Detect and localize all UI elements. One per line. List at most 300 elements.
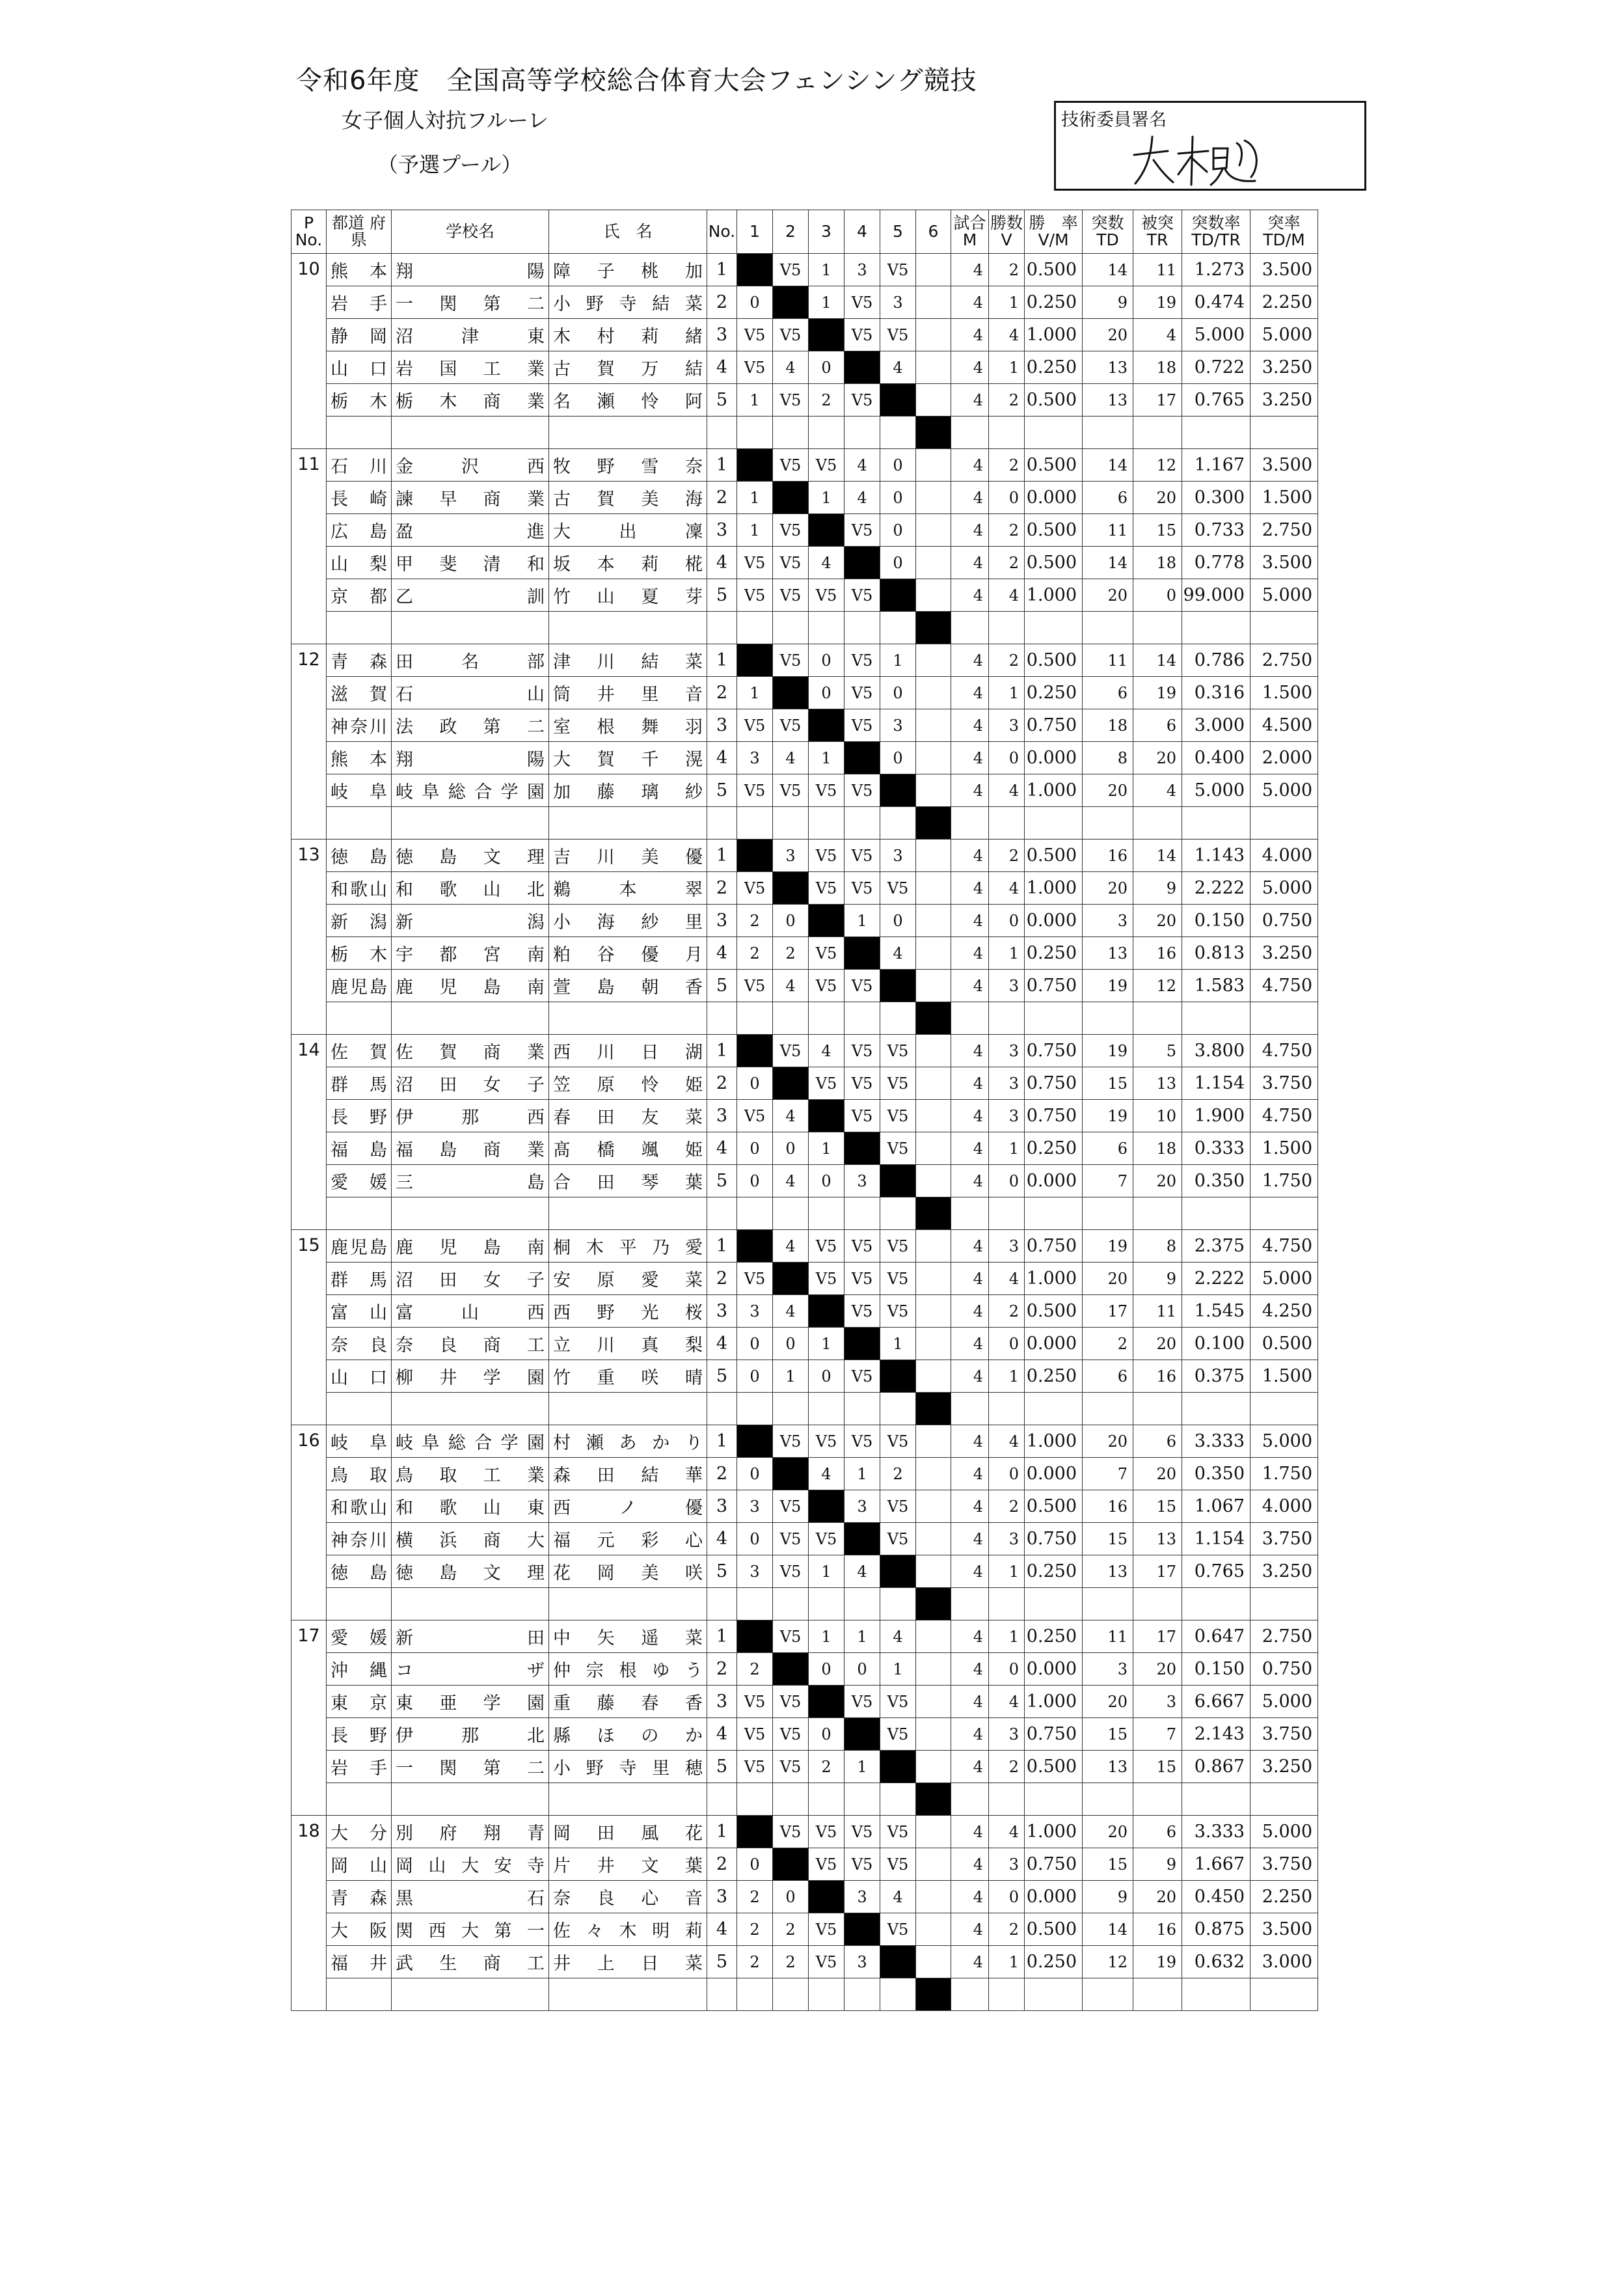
bout-result: [916, 1848, 951, 1881]
bout-result: V5: [880, 1230, 916, 1263]
fencer-row: [291, 1913, 1318, 1946]
wins-count: 4: [989, 1816, 1025, 1848]
bout-result: V5: [737, 872, 773, 905]
fencer-name: 鵜本翠: [549, 872, 707, 905]
self-bout-cell: [809, 319, 845, 351]
fencer-name: 竹山夏芽: [549, 579, 707, 612]
empty-cell: [707, 1783, 737, 1816]
matches-count: 4: [951, 677, 989, 709]
win-rate: 0.000: [1025, 1328, 1083, 1360]
bout-result: V5: [880, 1035, 916, 1067]
self-bout-cell: [809, 514, 845, 547]
bout-result: 1: [880, 1328, 916, 1360]
fencer-row: [291, 677, 1318, 709]
empty-cell: [845, 612, 880, 644]
wins-count: 4: [989, 579, 1025, 612]
bout-result: V5: [737, 1263, 773, 1295]
empty-cell: [1182, 1197, 1250, 1230]
fencer-number: 4: [707, 742, 737, 774]
prefecture: 石川: [327, 449, 392, 482]
empty-cell: [773, 612, 809, 644]
wins-count: 3: [989, 970, 1025, 1002]
empty-cell: [392, 1978, 549, 2011]
pool-separator-row: [291, 1978, 1318, 2011]
bout-result: 4: [773, 1230, 809, 1263]
bout-result: 3: [880, 286, 916, 319]
prefecture: 岩手: [327, 286, 392, 319]
school-name: 金沢西: [392, 449, 549, 482]
bout-result: 4: [773, 970, 809, 1002]
fencer-number: 3: [707, 1490, 737, 1523]
touch-ratio: 0.765: [1182, 384, 1250, 417]
bout-result: [916, 774, 951, 807]
school-name: 関西大第一: [392, 1913, 549, 1946]
self-bout-cell: [773, 677, 809, 709]
empty-cell: [392, 417, 549, 449]
touches-per-match: 5.000: [1250, 1686, 1318, 1718]
bout-result: V5: [880, 1490, 916, 1523]
empty-cell: [1250, 1783, 1318, 1816]
bout-result: 0: [809, 644, 845, 677]
empty-cell: [1182, 1393, 1250, 1425]
school-name: 柳井学園: [392, 1360, 549, 1393]
fencer-row: [291, 514, 1318, 547]
school-name: 盈進: [392, 514, 549, 547]
empty-cell: [549, 1588, 707, 1620]
matches-count: 4: [951, 1653, 989, 1686]
empty-cell: [989, 1197, 1025, 1230]
bout-result: 1: [845, 1458, 880, 1490]
matches-count: 4: [951, 1425, 989, 1458]
bout-result: [916, 1360, 951, 1393]
bout-result: V5: [880, 319, 916, 351]
prefecture: 沖縄: [327, 1653, 392, 1686]
self-bout-cell: [773, 1458, 809, 1490]
prefecture: 和歌山: [327, 872, 392, 905]
self-bout-cell: [737, 840, 773, 872]
win-rate: 0.750: [1025, 1718, 1083, 1751]
empty-cell: [549, 1002, 707, 1035]
bout-result: V5: [880, 1523, 916, 1555]
school-name: 岐阜総合学園: [392, 1425, 549, 1458]
matches-count: 4: [951, 1718, 989, 1751]
matches-count: 4: [951, 872, 989, 905]
bout-result: V5: [737, 1686, 773, 1718]
empty-cell: [809, 807, 845, 840]
touches-per-match: 0.750: [1250, 1653, 1318, 1686]
empty-cell: [1083, 1197, 1133, 1230]
wins-count: 2: [989, 644, 1025, 677]
empty-cell: [327, 1588, 392, 1620]
touch-ratio: 1.900: [1182, 1100, 1250, 1132]
touch-ratio: 99.000: [1182, 579, 1250, 612]
bout-result: V5: [773, 1425, 809, 1458]
fencer-row: [291, 1620, 1318, 1653]
col-no: No.: [707, 210, 737, 254]
bout-result: 0: [737, 1458, 773, 1490]
wins-count: 3: [989, 1067, 1025, 1100]
empty-cell: [707, 1002, 737, 1035]
empty-cell: [880, 1588, 916, 1620]
touches-per-match: 2.750: [1250, 514, 1318, 547]
bout-result: 4: [773, 351, 809, 384]
bout-result: V5: [773, 384, 809, 417]
fencer-number: 2: [707, 1848, 737, 1881]
bout-result: V5: [809, 937, 845, 970]
fencer-number: 5: [707, 1555, 737, 1588]
bout-result: V5: [809, 449, 845, 482]
self-bout-cell: [809, 1100, 845, 1132]
bout-result: 3: [845, 1165, 880, 1197]
school-name: 沼田女子: [392, 1067, 549, 1100]
fencer-name: 井上日菜: [549, 1946, 707, 1978]
empty-cell: [737, 1783, 773, 1816]
bout-result: V5: [880, 1718, 916, 1751]
touches-per-match: 5.000: [1250, 1263, 1318, 1295]
fencer-number: 4: [707, 1523, 737, 1555]
bout-result: V5: [845, 1100, 880, 1132]
touches-given: 13: [1083, 937, 1133, 970]
win-rate: 0.250: [1025, 677, 1083, 709]
bout-result: V5: [845, 579, 880, 612]
prefecture: 京都: [327, 579, 392, 612]
touches-per-match: 2.750: [1250, 1620, 1318, 1653]
col-matches: 試合 M: [951, 210, 989, 254]
matches-count: 4: [951, 1263, 989, 1295]
empty-cell: [1133, 612, 1182, 644]
touches-per-match: 4.000: [1250, 840, 1318, 872]
bout-result: V5: [773, 514, 809, 547]
fencer-number: 2: [707, 1653, 737, 1686]
empty-cell: [707, 1393, 737, 1425]
fencer-name: 筒井里音: [549, 677, 707, 709]
empty-cell: [1025, 1393, 1083, 1425]
self-bout-cell: [880, 1360, 916, 1393]
matches-count: 4: [951, 1523, 989, 1555]
empty-cell: [707, 417, 737, 449]
self-bout-cell: [737, 449, 773, 482]
win-rate: 0.250: [1025, 1946, 1083, 1978]
win-rate: 0.000: [1025, 482, 1083, 514]
event-subtitle: 女子個人対抗フルーレ: [342, 108, 549, 133]
bout-result: 0: [773, 905, 809, 937]
wins-count: 3: [989, 1230, 1025, 1263]
touch-ratio: 2.375: [1182, 1230, 1250, 1263]
fencer-row: [291, 1035, 1318, 1067]
bout-result: [916, 1035, 951, 1067]
bout-result: V5: [845, 709, 880, 742]
fencer-row: [291, 1230, 1318, 1263]
touch-ratio: 1.154: [1182, 1067, 1250, 1100]
self-bout-cell: [845, 1328, 880, 1360]
self-bout-cell: [916, 807, 951, 840]
empty-cell: [845, 1978, 880, 2011]
matches-count: 4: [951, 286, 989, 319]
empty-cell: [809, 1783, 845, 1816]
fencer-row: [291, 1490, 1318, 1523]
empty-cell: [809, 1393, 845, 1425]
wins-count: 2: [989, 1490, 1025, 1523]
self-bout-cell: [809, 1881, 845, 1913]
touch-ratio: 0.722: [1182, 351, 1250, 384]
fencer-row: [291, 1360, 1318, 1393]
prefecture: 長野: [327, 1718, 392, 1751]
prefecture: 鹿児島: [327, 1230, 392, 1263]
touches-received: 14: [1133, 840, 1182, 872]
empty-cell: [1083, 1002, 1133, 1035]
empty-cell: [880, 417, 916, 449]
touches-per-match: 3.500: [1250, 547, 1318, 579]
touch-ratio: 0.450: [1182, 1881, 1250, 1913]
prefecture: 栃木: [327, 937, 392, 970]
bout-result: 1: [737, 384, 773, 417]
touches-received: 13: [1133, 1523, 1182, 1555]
fencer-number: 3: [707, 1100, 737, 1132]
touches-per-match: 1.500: [1250, 677, 1318, 709]
matches-count: 4: [951, 1035, 989, 1067]
bout-result: [916, 840, 951, 872]
wins-count: 2: [989, 547, 1025, 579]
self-bout-cell: [773, 872, 809, 905]
school-name: 奈良商工: [392, 1328, 549, 1360]
empty-cell: [549, 807, 707, 840]
fencer-number: 4: [707, 547, 737, 579]
touch-ratio: 3.333: [1182, 1425, 1250, 1458]
bout-result: [916, 547, 951, 579]
self-bout-cell: [809, 905, 845, 937]
bout-result: 0: [737, 1848, 773, 1881]
bout-result: 2: [737, 905, 773, 937]
bout-result: [916, 1328, 951, 1360]
bout-result: [916, 1425, 951, 1458]
bout-result: [916, 709, 951, 742]
touch-ratio: 0.765: [1182, 1555, 1250, 1588]
pool-number: 13: [291, 840, 327, 1035]
stage-label: （予選プール）: [377, 152, 522, 177]
empty-cell: [327, 1978, 392, 2011]
prefecture: 奈良: [327, 1328, 392, 1360]
empty-cell: [392, 1002, 549, 1035]
col-tdtr: 突数率 TD/TR: [1182, 210, 1250, 254]
bout-result: 3: [845, 254, 880, 286]
fencer-number: 3: [707, 1295, 737, 1328]
bout-result: 3: [737, 742, 773, 774]
school-name: 徳島文理: [392, 840, 549, 872]
win-rate: 1.000: [1025, 319, 1083, 351]
touches-given: 8: [1083, 742, 1133, 774]
self-bout-cell: [737, 1425, 773, 1458]
fencer-row: [291, 840, 1318, 872]
school-name: 諫早商業: [392, 482, 549, 514]
col-tr: 被突 TR: [1133, 210, 1182, 254]
self-bout-cell: [880, 579, 916, 612]
fencer-row: [291, 319, 1318, 351]
fencer-number: 5: [707, 1751, 737, 1783]
wins-count: 4: [989, 872, 1025, 905]
self-bout-cell: [916, 1393, 951, 1425]
empty-cell: [1182, 612, 1250, 644]
self-bout-cell: [845, 937, 880, 970]
fencer-row: [291, 774, 1318, 807]
bout-result: 0: [809, 1360, 845, 1393]
bout-result: [916, 677, 951, 709]
bout-result: V5: [845, 1686, 880, 1718]
matches-count: 4: [951, 644, 989, 677]
bout-result: 2: [773, 1946, 809, 1978]
bout-result: [916, 1653, 951, 1686]
win-rate: 0.250: [1025, 937, 1083, 970]
bout-result: 0: [809, 1165, 845, 1197]
bout-result: 3: [737, 1490, 773, 1523]
empty-cell: [773, 417, 809, 449]
wins-count: 1: [989, 677, 1025, 709]
touches-given: 13: [1083, 1555, 1133, 1588]
self-bout-cell: [880, 1751, 916, 1783]
bout-result: V5: [737, 1718, 773, 1751]
empty-cell: [773, 1978, 809, 2011]
fencer-row: [291, 384, 1318, 417]
prefecture: 栃木: [327, 384, 392, 417]
school-name: 宇都宮南: [392, 937, 549, 970]
empty-cell: [845, 807, 880, 840]
prefecture: 長野: [327, 1100, 392, 1132]
touches-given: 9: [1083, 286, 1133, 319]
bout-result: 0: [880, 482, 916, 514]
matches-count: 4: [951, 1816, 989, 1848]
empty-cell: [989, 807, 1025, 840]
col-name: 氏 名: [549, 210, 707, 254]
school-name: 鹿児島南: [392, 1230, 549, 1263]
pool-separator-row: [291, 1002, 1318, 1035]
touches-received: 15: [1133, 1490, 1182, 1523]
prefecture: 愛媛: [327, 1620, 392, 1653]
win-rate: 0.250: [1025, 286, 1083, 319]
wins-count: 2: [989, 449, 1025, 482]
wins-count: 4: [989, 1425, 1025, 1458]
fencer-row: [291, 905, 1318, 937]
touch-ratio: 1.273: [1182, 254, 1250, 286]
touches-received: 9: [1133, 872, 1182, 905]
fencer-number: 1: [707, 254, 737, 286]
wins-count: 4: [989, 774, 1025, 807]
touches-received: 6: [1133, 1425, 1182, 1458]
empty-cell: [1250, 1002, 1318, 1035]
bout-result: [916, 742, 951, 774]
fencer-row: [291, 1848, 1318, 1881]
win-rate: 1.000: [1025, 1816, 1083, 1848]
self-bout-cell: [916, 1783, 951, 1816]
touches-given: 15: [1083, 1067, 1133, 1100]
fencer-name: 室根舞羽: [549, 709, 707, 742]
fencer-name: 小野寺結菜: [549, 286, 707, 319]
empty-cell: [951, 1783, 989, 1816]
fencer-number: 3: [707, 1881, 737, 1913]
bout-result: [916, 1523, 951, 1555]
bout-result: 1: [845, 1620, 880, 1653]
school-name: 別府翔青: [392, 1816, 549, 1848]
fencer-row: [291, 449, 1318, 482]
bout-result: 4: [880, 1881, 916, 1913]
win-rate: 0.500: [1025, 384, 1083, 417]
wins-count: 1: [989, 1946, 1025, 1978]
empty-cell: [1250, 807, 1318, 840]
bout-result: V5: [880, 1425, 916, 1458]
bout-result: V5: [845, 384, 880, 417]
school-name: 岡山大安寺: [392, 1848, 549, 1881]
school-name: 伊那西: [392, 1100, 549, 1132]
matches-count: 4: [951, 1490, 989, 1523]
col-winrate: 勝 率 V/M: [1025, 210, 1083, 254]
bout-result: [916, 286, 951, 319]
fencer-name: 障子桃加: [549, 254, 707, 286]
touches-received: 12: [1133, 970, 1182, 1002]
fencer-number: 4: [707, 1718, 737, 1751]
touches-per-match: 1.500: [1250, 1132, 1318, 1165]
bout-result: [916, 514, 951, 547]
matches-count: 4: [951, 254, 989, 286]
win-rate: 0.500: [1025, 1913, 1083, 1946]
fencer-row: [291, 1328, 1318, 1360]
bout-result: V5: [845, 514, 880, 547]
touches-given: 14: [1083, 1913, 1133, 1946]
matches-count: 4: [951, 1100, 989, 1132]
empty-cell: [773, 807, 809, 840]
bout-result: [916, 351, 951, 384]
empty-cell: [549, 1978, 707, 2011]
col-school: 学校名: [392, 210, 549, 254]
empty-cell: [1083, 1393, 1133, 1425]
wins-count: 0: [989, 905, 1025, 937]
win-rate: 0.000: [1025, 1881, 1083, 1913]
empty-cell: [951, 1002, 989, 1035]
touch-ratio: 2.143: [1182, 1718, 1250, 1751]
empty-cell: [1133, 1978, 1182, 2011]
bout-result: 0: [809, 351, 845, 384]
touches-received: 8: [1133, 1230, 1182, 1263]
fencer-row: [291, 1523, 1318, 1555]
touch-ratio: 0.474: [1182, 286, 1250, 319]
touches-received: 15: [1133, 514, 1182, 547]
fencer-number: 1: [707, 1230, 737, 1263]
school-name: 三島: [392, 1165, 549, 1197]
win-rate: 0.250: [1025, 1555, 1083, 1588]
bout-result: V5: [845, 1848, 880, 1881]
fencer-row: [291, 1946, 1318, 1978]
touches-per-match: 1.500: [1250, 482, 1318, 514]
col-bout-6: 6: [916, 210, 951, 254]
touch-ratio: 3.000: [1182, 709, 1250, 742]
fencer-number: 1: [707, 1035, 737, 1067]
self-bout-cell: [916, 1978, 951, 2011]
touch-ratio: 1.067: [1182, 1490, 1250, 1523]
touches-per-match: 3.750: [1250, 1523, 1318, 1555]
touch-ratio: 2.222: [1182, 1263, 1250, 1295]
touches-per-match: 3.500: [1250, 1913, 1318, 1946]
bout-result: 1: [737, 514, 773, 547]
self-bout-cell: [773, 1263, 809, 1295]
fencer-row: [291, 547, 1318, 579]
bout-result: [916, 1165, 951, 1197]
touches-received: 20: [1133, 1328, 1182, 1360]
touches-given: 20: [1083, 1263, 1133, 1295]
header-row: [291, 210, 1318, 254]
fencer-number: 5: [707, 1946, 737, 1978]
prefecture: 富山: [327, 1295, 392, 1328]
school-name: 翔陽: [392, 254, 549, 286]
fencer-row: [291, 1165, 1318, 1197]
prefecture: 和歌山: [327, 1490, 392, 1523]
bout-result: V5: [845, 1230, 880, 1263]
